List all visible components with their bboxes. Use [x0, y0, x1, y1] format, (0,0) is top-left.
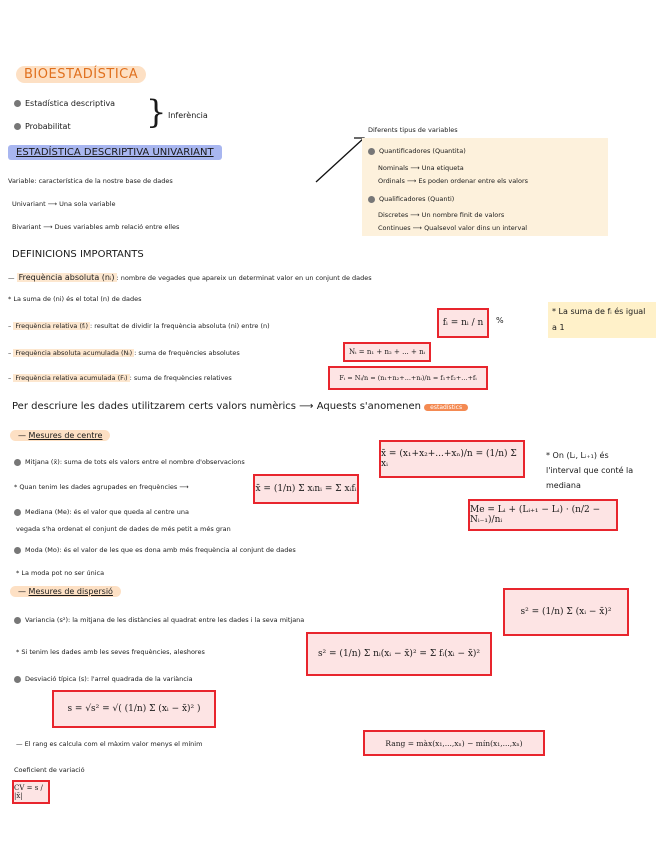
- side-note: * La suma de fᵢ és igual a 1: [548, 302, 656, 338]
- variable-def: Variable: característica de la nostre base de dades: [8, 177, 173, 185]
- list-item: Probabilitat: [14, 122, 71, 131]
- brace-label: Inferència: [168, 111, 208, 120]
- formula-box: s = √s² = √( (1/n) Σ (xᵢ − x̄)² ): [52, 690, 216, 728]
- univariant-def: Univariant ⟶ Una sola variable: [12, 200, 116, 208]
- continues: Continues ⟶ Qualsevol valor dins un interval: [378, 224, 528, 232]
- bullet-icon: [14, 509, 21, 516]
- types-heading: Diferents tipus de variables: [368, 126, 458, 134]
- describe-text: Per descriure les dades utilitzarem certs valors numèrics ⟶ Aquests s'anomenen estadístics: [12, 401, 468, 412]
- bivariant-def: Bivariant ⟶ Dues variables amb relació entre elles: [12, 223, 180, 231]
- mitjana: Mitjana (x̄): suma de tots els valors entre el nombre d'observacions: [14, 458, 245, 466]
- side-note: * On (Lᵢ, Lᵢ₊₁) és l'interval que conté la mediana: [546, 451, 634, 490]
- formula-box: CV = s / |x̄|: [12, 780, 50, 804]
- freq-rel: – Frequència relativa (fᵢ) : resultat de dividir la frequència absoluta (ni) entre (n): [8, 322, 270, 330]
- qual-title: Qualificadores (Quanti): [368, 195, 454, 203]
- quant-title: Quantificadores (Quantita): [368, 147, 466, 155]
- formula-box: x̄ = (1/n) Σ xᵢnᵢ = Σ xᵢfᵢ: [253, 474, 359, 504]
- variancia: Variancia (s²): la mitjana de les distàncies al quadrat entre les dades i la seva mitjana: [14, 616, 304, 624]
- formula-box: Nᵢ = n₁ + n₂ + ... + nᵢ: [343, 342, 431, 362]
- bullet-icon: [368, 196, 375, 203]
- bullet-icon: [14, 547, 21, 554]
- mediana-cont: vegada s'ha ordenat el conjunt de dades de més petit a més gran: [16, 525, 231, 533]
- formula-box: x̄ = (x₁+x₂+...+xₙ)/n = (1/n) Σ xᵢ: [379, 440, 525, 478]
- centre-heading: — Mesures de centre: [10, 430, 110, 441]
- definitions-heading: DEFINICIONS IMPORTANTS: [12, 249, 144, 260]
- bullet-icon: [14, 617, 21, 624]
- bullet-icon: [14, 676, 21, 683]
- discretes: Discretes ⟶ Un nombre finit de valors: [378, 211, 505, 219]
- formula-box: Me = Lᵢ + (Lᵢ₊₁ − Lᵢ) · (n/2 − Nᵢ₋₁)/nᵢ: [468, 499, 618, 531]
- mediana: Mediana (Me): és el valor que queda al centre una: [14, 508, 189, 516]
- formula-box: Fᵢ = Nᵢ/n = (n₁+n₂+...+nᵢ)/n = f₁+f₂+...+fᵢ: [328, 366, 488, 390]
- cv-label: Coeficient de variació: [14, 766, 85, 774]
- estadistics-badge: estadístics: [424, 404, 468, 411]
- formula-box: fᵢ = nᵢ / n: [437, 308, 489, 338]
- bullet-icon: [14, 123, 21, 130]
- dispersio-heading: — Mesures de dispersió: [10, 586, 121, 597]
- rang: — El rang es calcula com el màxim valor menys el mínim: [16, 740, 203, 748]
- brace-icon: }: [146, 93, 167, 131]
- bullet-icon: [14, 459, 21, 466]
- bullet-icon: [14, 100, 21, 107]
- moda-note: * La moda pot no ser única: [16, 569, 105, 577]
- section-title: ESTADÍSTICA DESCRIPTIVA UNIVARIANT: [8, 145, 222, 160]
- note-sum: * La suma de (ni) és el total (n) de dades: [8, 295, 142, 303]
- formula-box: s² = (1/n) Σ nᵢ(xᵢ − x̄)² = Σ fᵢ(xᵢ − x̄)²: [306, 632, 492, 676]
- formula-box: Rang = màx(x₁,...,xₙ) − mín(x₁,...,xₙ): [363, 730, 545, 756]
- grouped-note: * Quan tenim les dades agrupades en frequències ⟶: [14, 483, 189, 491]
- bullet-icon: [368, 148, 375, 155]
- freq-note: * Si tenim les dades amb les seves frequències, aleshores: [16, 648, 205, 656]
- desviacio: Desviació típica (s): l'arrel quadrada de la variància: [14, 675, 193, 683]
- freq-abs: — Frequència absoluta (nᵢ) : nombre de vegades que apareix un determinat valor en un conjunt de dades: [8, 273, 372, 282]
- percent-sign: %: [496, 316, 504, 325]
- page-title: BIOESTADÍSTICA: [16, 66, 146, 83]
- freq-relacc: – Frequència relativa acumulada (Fᵢ) : suma de frequències relatives: [8, 374, 232, 382]
- list-item: Estadística descriptiva: [14, 99, 115, 108]
- nominals: Nominals ⟶ Una etiqueta: [378, 164, 464, 172]
- formula-box: s² = (1/n) Σ (xᵢ − x̄)²: [503, 588, 629, 636]
- moda: Moda (Mo): és el valor de les que es dona amb més frequència al conjunt de dades: [14, 546, 296, 554]
- ordinals: Ordinals ⟶ Es poden ordenar entre els valors: [378, 177, 529, 185]
- freq-acc: – Frequència absoluta acumulada (Nᵢ) : suma de frequències absolutes: [8, 349, 240, 357]
